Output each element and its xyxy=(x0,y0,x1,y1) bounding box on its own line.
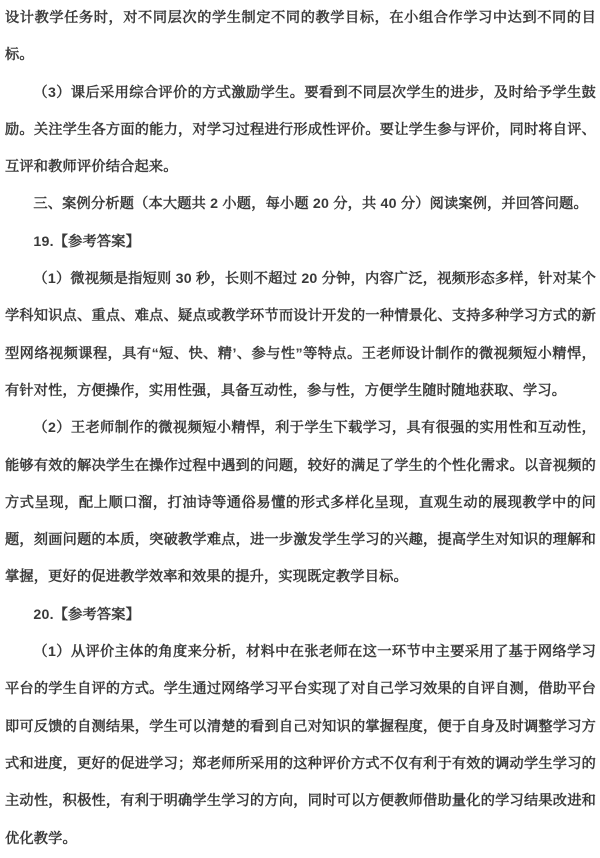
paragraph-continuation: 设计教学任务时，对不同层次的学生制定不同的教学目标，在小组合作学习中达到不同的目标。 xyxy=(5,10,596,64)
paragraph-answer-19-part-1: （1）微视频是指短则 30 秒，长则不超过 20 分钟，内容广泛，视频形态多样，针对某个学科知识点、重点、难点、疑点或教学环节而设计开发的一种情景化、支持多种学习方式的新型网络视频课程，具有“短、快、精’、参与性”等特点。王老师设计制作的微视频短小精悍，有针对性，方便操作，实用性强，具备互动性，参与性，方便学生随时随地获取、学习。 xyxy=(5,271,596,399)
paragraph-answer-20-part-1: （1）从评价主体的角度来分析，材料中在张老师在这一环节中主要采用了基于网络学习平台的学生自评的方式。学生通过网络学习平台实现了对自己学习效果的自评自测，借助平台即可反馈的自测结果，学生可以清楚的看到自己对知识的掌握程度，便于自身及时调整学习方式和进度，更好的促进学习；郑老师所采用的这种评价方式不仅有利于有效的调动学生学习的主动性，积极性，有利于明确学生学习的方向，同时可以方便教师借助量化的学习结果改进和优化教学。 xyxy=(5,644,596,847)
section-heading-case-analysis: 三、案例分析题（本大题共 2 小题，每小题 20 分，共 40 分）阅读案例，并回答问题。 xyxy=(33,196,588,213)
answer-heading-20: 20.【参考答案】 xyxy=(33,606,141,623)
answer-heading-19: 19.【参考答案】 xyxy=(33,233,141,250)
paragraph-answer-19-part-2: （2）王老师制作的微视频短小精悍，利于学生下载学习，具有很强的实用性和互动性，能够有效的解决学生在操作过程中遇到的问题，较好的满足了学生的个性化需求。以音视频的方式呈现，配上顺口溜，打油诗等通俗易懂的形式多样化呈现，直观生动的展现教学中的问题，刻画问题的本质，突破教学难点，进一步激发学生学习的兴趣，提高学生对知识的理解和掌握，更好的促进教学效率和效果的提升，实现既定教学目标。 xyxy=(5,420,596,586)
paragraph-answer-item-3: （3）课后采用综合评价的方式激励学生。要看到不同层次学生的进步，及时给予学生鼓励。关注学生各方面的能力，对学习过程进行形成性评价。要让学生参与评价，同时将自评、互评和教师评价结合起来。 xyxy=(5,84,596,176)
